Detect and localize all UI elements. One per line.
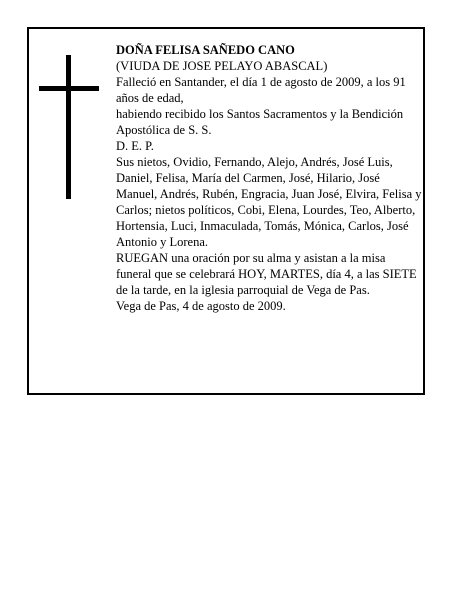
latin-cross-icon: [39, 55, 99, 199]
rip-line: D. E. P.: [116, 139, 154, 153]
deceased-name: DOÑA FELISA SAÑEDO CANO: [116, 43, 295, 57]
obituary-notice: [27, 27, 425, 395]
death-statement: Falleció en Santander, el día 1 de agosto de 2009, a los 91 años de edad,: [116, 75, 406, 105]
widow-of-line: (VIUDA DE JOSE PELAYO ABASCAL): [116, 59, 328, 73]
cross-vertical-bar: [66, 55, 71, 199]
notice-text: [116, 42, 422, 314]
family-list: Sus nietos, Ovidio, Fernando, Alejo, Andrés, José Luis, Daniel, Felisa, María del Carmen, José, Hilario, José Manuel, Andrés, Rubén, Engracia, Juan José, Elvira, Felisa y Carlos; nietos políticos, Cobi, Elena, Lourdes, Teo, Alberto, Hortensia, Luci, Inmaculada, Tomás, Mónica, Carlos, José Antonio y Lorena.: [116, 155, 422, 249]
cross-horizontal-bar: [39, 86, 99, 91]
prayer-request: RUEGAN una oración por su alma y asistan a la misa funeral que se celebrará HOY, MARTES, día 4, a las SIETE de la tarde, en la iglesia parroquial de Vega de Pas.: [116, 251, 417, 297]
sacraments-statement: habiendo recibido los Santos Sacramentos y la Bendición Apostólica de S. S.: [116, 107, 404, 137]
place-and-date: Vega de Pas, 4 de agosto de 2009.: [116, 299, 286, 313]
